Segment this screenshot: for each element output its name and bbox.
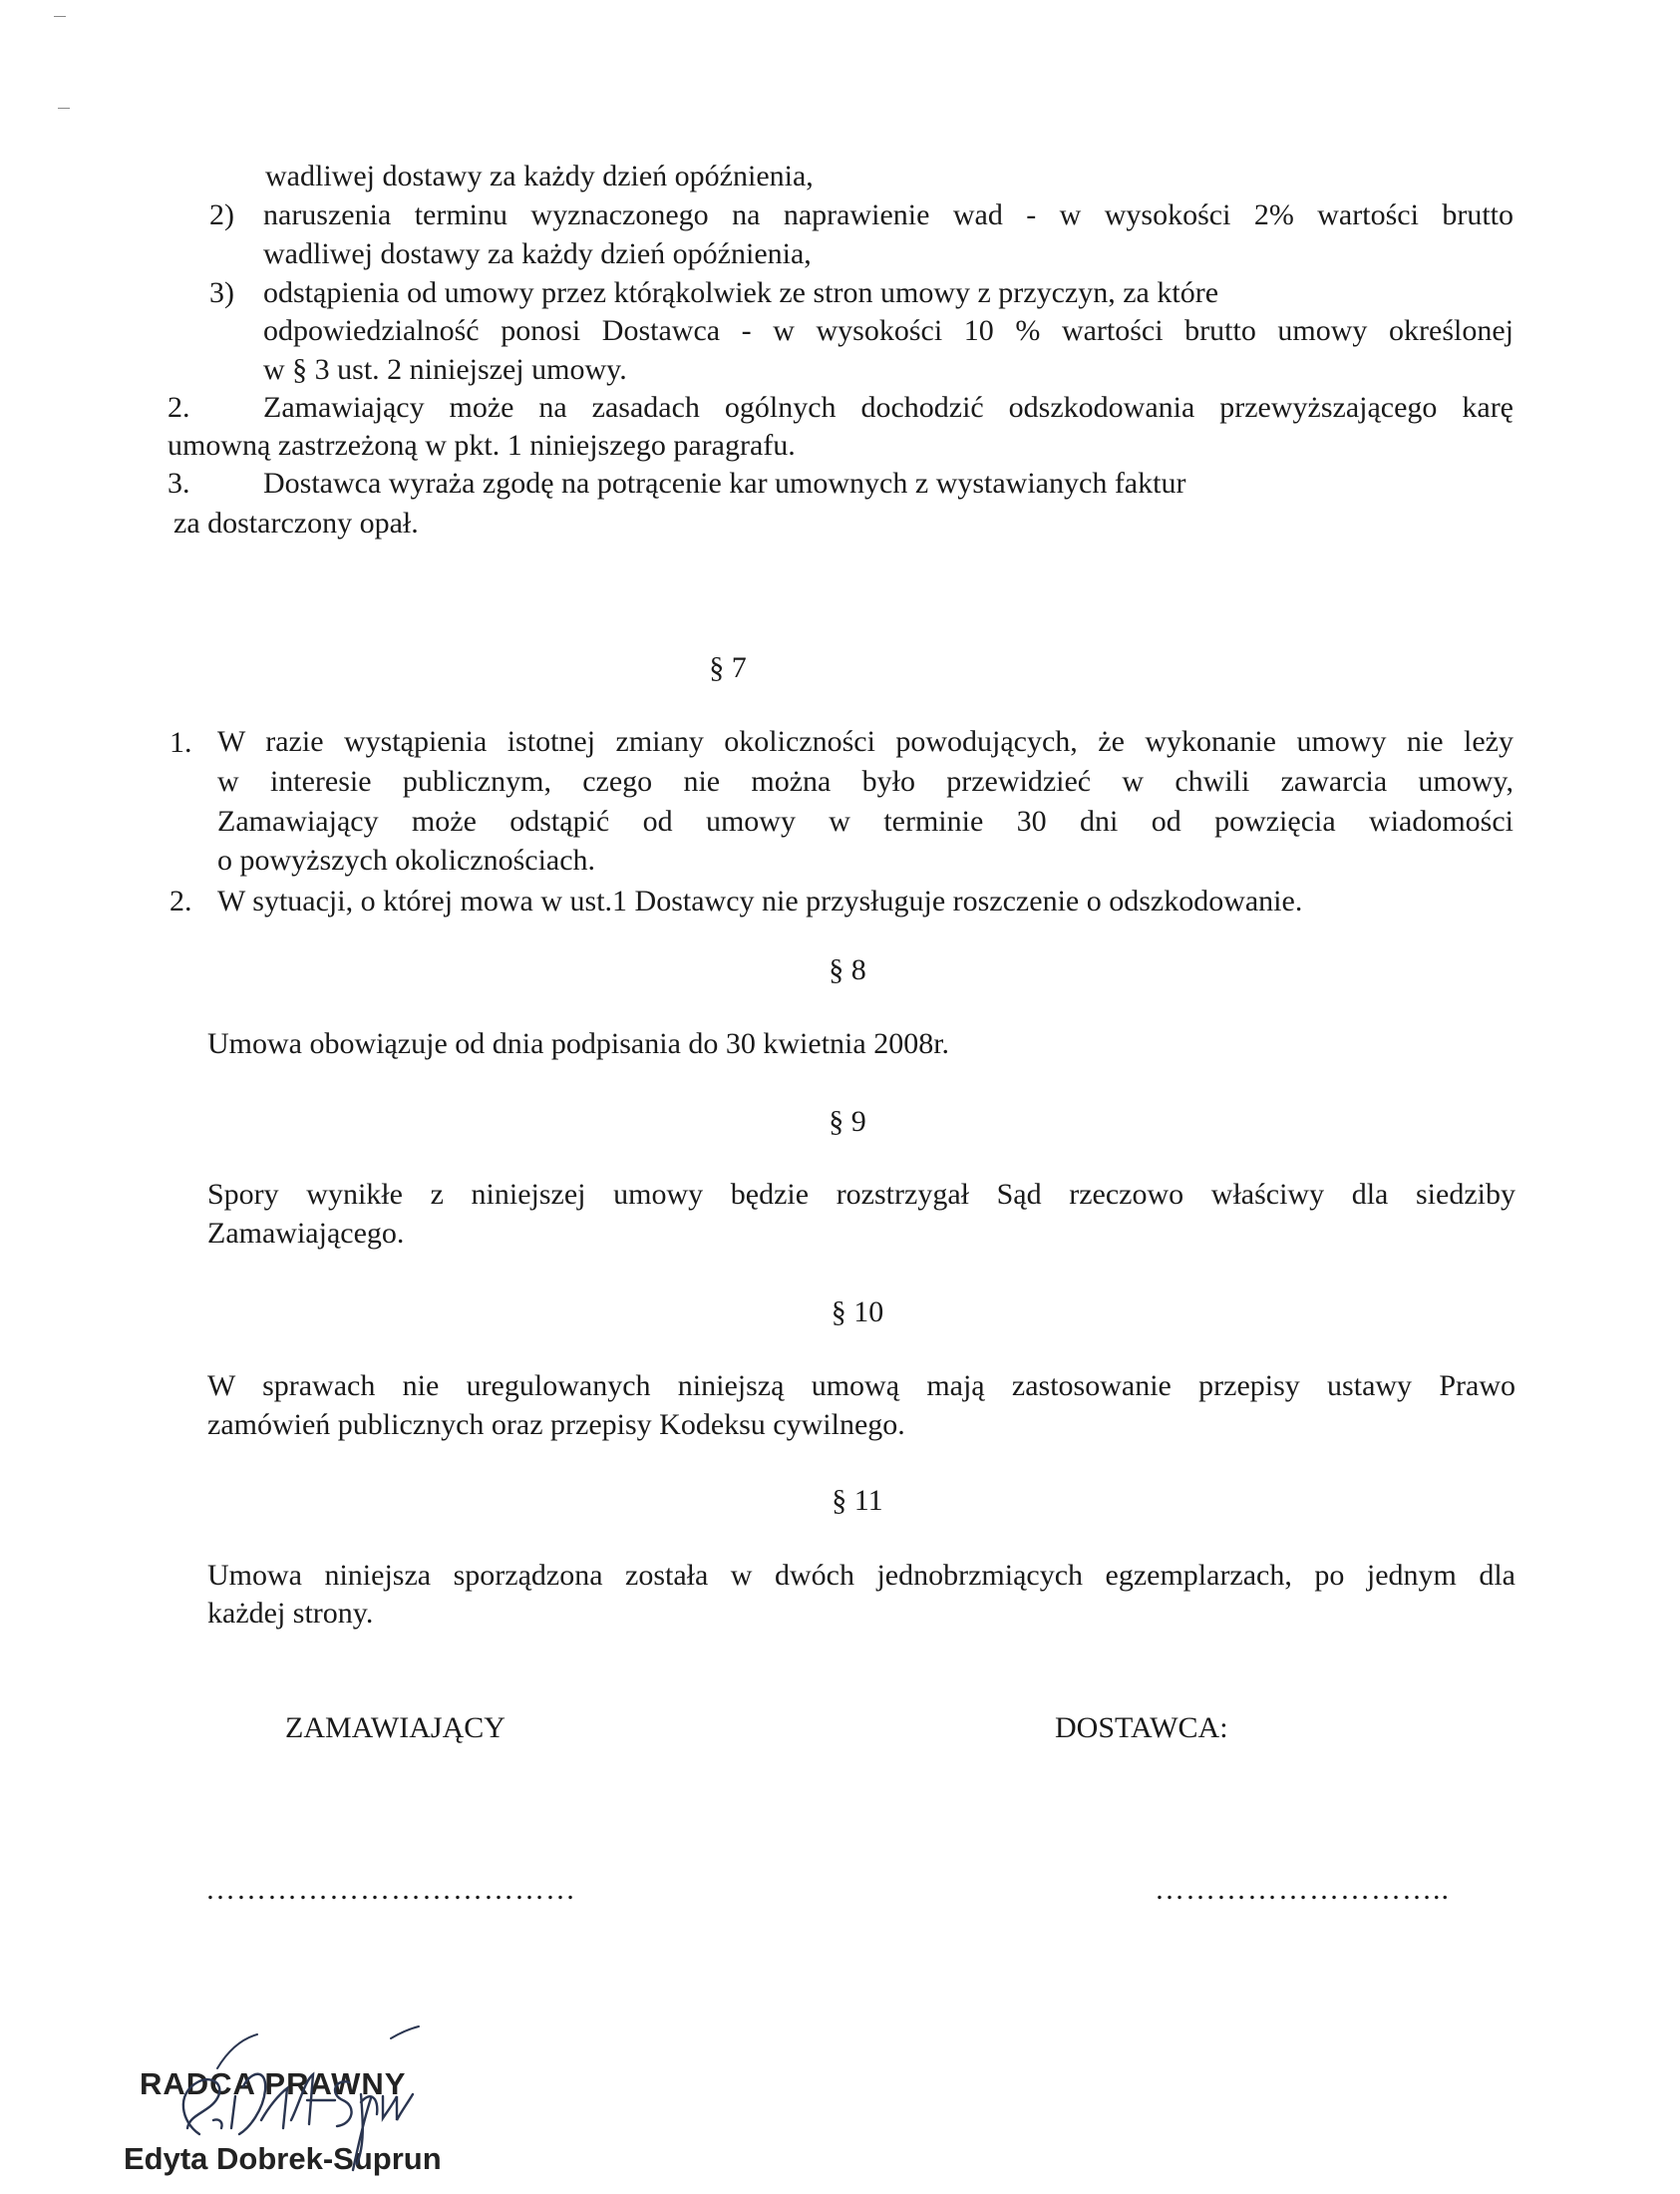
text-line: za dostarczony opał.: [173, 507, 419, 540]
section-heading: § 8: [829, 953, 866, 986]
text-line: W sprawach nie uregulowanych niniejszą umową mają zastosowanie przepisy ustawy Prawo: [207, 1369, 1515, 1402]
text-line: każdej strony.: [207, 1597, 374, 1630]
signature-line-supplier: ………………………..: [1155, 1873, 1450, 1906]
text-line: w interesie publicznym, czego nie można było przewidzieć w chwili zawarcia umowy,: [217, 765, 1513, 798]
text-line: wadliwej dostawy za każdy dzień opóźnienia,: [263, 237, 812, 270]
section-heading: § 9: [829, 1105, 866, 1138]
signature-line-customer: ………………………………: [205, 1873, 576, 1906]
list-number: 3): [209, 276, 234, 309]
text-line: Dostawca wyraża zgodę na potrącenie kar umownych z wystawianych faktur: [263, 467, 1186, 500]
scan-mark: [58, 108, 70, 109]
text-line: odstąpienia od umowy przez którąkolwiek ze stron umowy z przyczyn, za które: [263, 276, 1219, 309]
text-line: Spory wynikłe z niniejszej umowy będzie rozstrzygał Sąd rzeczowo właściwy dla siedziby: [207, 1178, 1515, 1211]
section-heading: § 10: [831, 1295, 884, 1328]
text-line: Umowa niniejsza sporządzona została w dwóch jednobrzmiących egzemplarzach, po jednym dla: [207, 1559, 1515, 1592]
text-line: W sytuacji, o której mowa w ust.1 Dostawcy nie przysługuje roszczenie o odszkodowanie.: [217, 885, 1303, 917]
signature-label-customer: ZAMAWIAJĄCY: [285, 1711, 505, 1744]
text-line: umowną zastrzeżoną w pkt. 1 niniejszego paragrafu.: [168, 429, 796, 462]
text-line: naruszenia terminu wyznaczonego na naprawienie wad - w wysokości 2% wartości brutto: [263, 198, 1513, 231]
list-number: 1.: [169, 726, 192, 759]
list-number: 2.: [168, 391, 190, 424]
section-heading: § 11: [832, 1484, 883, 1517]
list-number: 2): [209, 198, 234, 231]
stamp-name: Edyta Dobrek-Suprun: [124, 2141, 442, 2176]
text-line: Zamawiający może odstąpić od umowy w terminie 30 dni od powzięcia wiadomości: [217, 805, 1513, 838]
text-line: zamówień publicznych oraz przepisy Kodeksu cywilnego.: [207, 1408, 905, 1441]
stamp-title: RADCA PRAWNY: [140, 2066, 407, 2101]
scan-mark: [54, 16, 66, 17]
text-line: w § 3 ust. 2 niniejszej umowy.: [263, 353, 627, 386]
text-line: Umowa obowiązuje od dnia podpisania do 30 kwietnia 2008r.: [207, 1027, 950, 1060]
handwritten-signature: [140, 2024, 439, 2174]
list-number: 2.: [169, 885, 192, 917]
text-line: W razie wystąpienia istotnej zmiany okoliczności powodujących, że wykonanie umowy nie leży: [217, 725, 1513, 758]
text-line: Zamawiający może na zasadach ogólnych dochodzić odszkodowania przewyższającego karę: [263, 391, 1513, 424]
text-line: Zamawiającego.: [207, 1217, 405, 1250]
text-line: odpowiedzialność ponosi Dostawca - w wysokości 10 % wartości brutto umowy określonej: [263, 314, 1513, 347]
section-heading: § 7: [709, 651, 747, 684]
text-line: wadliwej dostawy za każdy dzień opóźnienia,: [265, 160, 814, 192]
text-line: o powyższych okolicznościach.: [217, 844, 596, 877]
list-number: 3.: [168, 467, 190, 500]
signature-label-supplier: DOSTAWCA:: [1055, 1711, 1228, 1744]
